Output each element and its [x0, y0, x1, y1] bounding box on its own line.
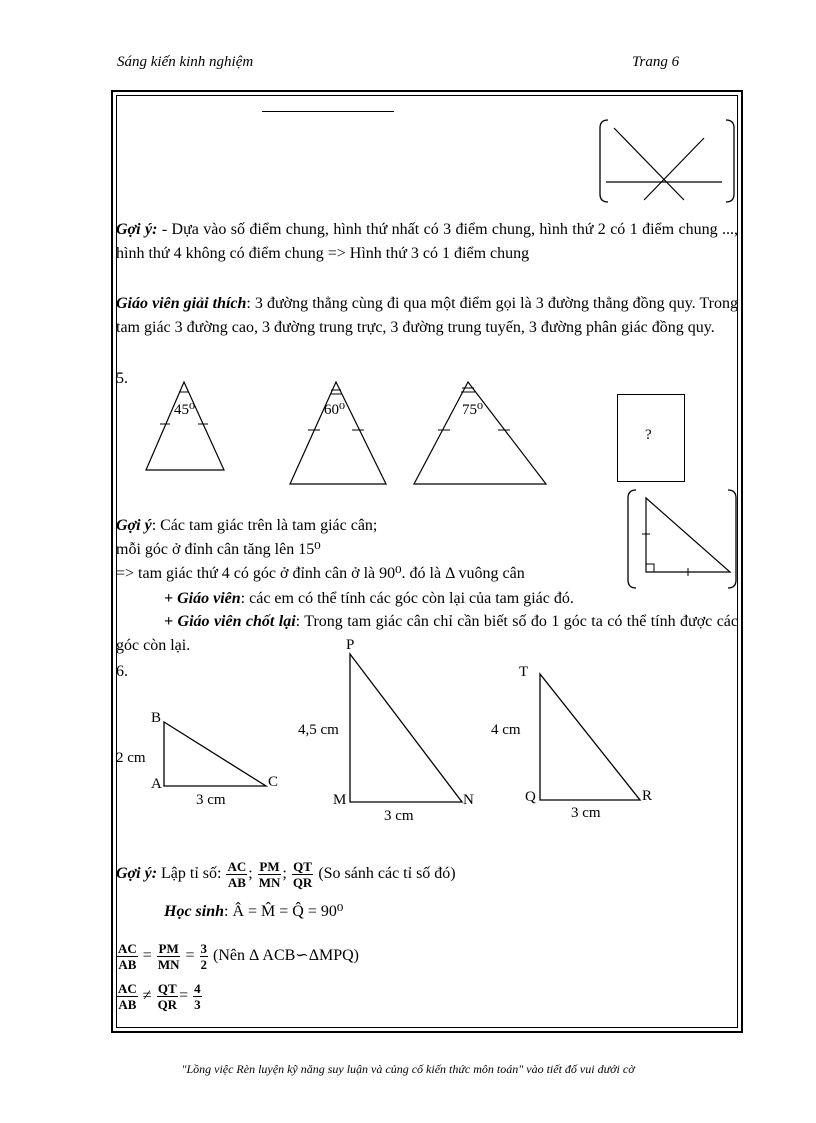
equation-2: $\frac{AC}{AB}$ ≠ $\frac{QT}{QR}$ = $\frac{4}{3}$ — [118, 980, 201, 1012]
vertex-Q: Q — [525, 789, 536, 805]
hint-6-ratios: Gợi ý: Lập tỉ số: $\frac{AC}{AB}$ ; $\frac{PM}{MN}$ ; $\frac{QT}{QR}$ (So sánh các tỉ số đó) — [116, 858, 456, 890]
triangle-ABC — [160, 718, 272, 792]
vertex-B: B — [151, 710, 162, 726]
hint-5-line-2: mỗi góc ở đỉnh cân tăng lên 15⁰ — [116, 541, 321, 558]
side-QT-length: 4 cm — [491, 722, 521, 738]
top-divider — [262, 111, 394, 112]
triangle-45 — [140, 380, 230, 472]
side-PM-length: 4,5 cm — [298, 722, 339, 738]
vertex-P: P — [346, 637, 355, 653]
right-isosceles-figure — [624, 488, 740, 592]
side-AB-length: 2 cm — [116, 750, 146, 766]
question-5-number: 5. — [116, 370, 128, 387]
ratio-QT-QR: $\frac{QT}{QR}$ — [292, 858, 313, 890]
page-number: Trang 6 — [632, 54, 680, 70]
lines-figure-4 — [596, 118, 738, 204]
page-footer: "Lồng việc Rèn luyện kỹ năng suy luận và củng cố kiến thức môn toán" vào tiết đố vui dưới cờ — [181, 1062, 635, 1076]
angle-label-60: 60⁰ — [324, 402, 346, 418]
student-answer: Học sinh: Â = M̂ = Q̂ = 90⁰ — [164, 903, 344, 920]
question-6-number: 6. — [116, 663, 128, 680]
angle-label-45: 45⁰ — [174, 402, 196, 418]
hint-5-line-1: Gợi ý: Các tam giác trên là tam giác cân; — [116, 517, 378, 534]
hint-5-line-3: => tam giác thứ 4 có góc ở đỉnh cân ở là 90⁰. đó là Δ vuông cân — [116, 565, 525, 582]
vertex-N: N — [463, 792, 474, 808]
side-MN-length: 3 cm — [384, 808, 414, 824]
ratio-PM-MN: $\frac{PM}{MN}$ — [258, 858, 281, 890]
teacher-note: + Giáo viên: các em có thể tính các góc còn lại của tam giác đó. — [164, 590, 574, 607]
vertex-T: T — [519, 664, 529, 680]
teacher-explanation: Giáo viên giải thích: 3 đường thẳng cùng đi qua một điểm gọi là 3 đường thẳng đồng quy. Trong tam giác 3 đường cao, 3 đường trung trực, 3 đường trung tuyến, 3 đường phân giác đồng quy. — [116, 295, 738, 336]
triangle-QTR — [534, 670, 646, 804]
side-AC-length: 3 cm — [196, 792, 226, 808]
angle-label-75: 75⁰ — [462, 402, 484, 418]
vertex-C: C — [268, 774, 279, 790]
triangle-75 — [410, 380, 550, 486]
vertex-R: R — [642, 788, 653, 804]
triangle-MPN — [344, 650, 466, 806]
hint-paragraph-1: Gợi ý: - Dựa vào số điểm chung, hình thứ nhất có 3 điểm chung, hình thứ 2 có 1 điểm chung ..., hình thứ 4 không có điểm chung => Hình thứ 3 có 1 điểm chung — [116, 221, 739, 262]
ratio-AC-AB: $\frac{AC}{AB}$ — [227, 858, 247, 890]
header-title: Sáng kiến kinh nghiệm — [117, 54, 254, 70]
vertex-A: A — [151, 776, 162, 792]
vertex-M: M — [333, 792, 347, 808]
question-mark: ? — [645, 427, 652, 443]
teacher-conclusion: + Giáo viên chốt lại: Trong tam giác cân chỉ cần biết số đo 1 góc ta có thể tính được các góc còn lại. — [116, 613, 739, 654]
equation-1: $\frac{AC}{AB}$ = $\frac{PM}{MN}$ = $\frac{3}{2}$ (Nên Δ ACB∽ΔMPQ) — [118, 940, 360, 972]
triangle-60 — [286, 380, 390, 486]
side-QR-length: 3 cm — [571, 805, 601, 821]
